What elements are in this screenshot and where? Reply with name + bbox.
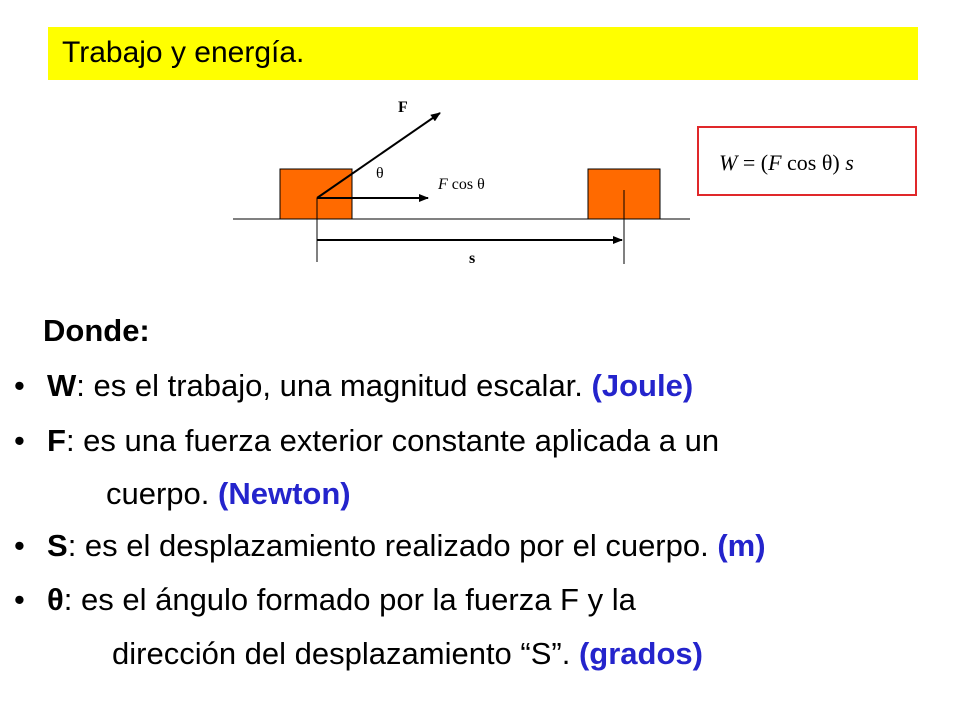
block-start [280, 169, 352, 219]
force-arrow [317, 113, 440, 198]
displacement-label: s [469, 250, 476, 267]
bullet-icon: • [14, 368, 25, 403]
theta-label: θ [376, 165, 384, 182]
component-label: F cos θ [438, 176, 485, 193]
donde-heading: Donde: [43, 313, 150, 348]
definition-f-continued: cuerpo. (Newton) [106, 476, 351, 511]
page-title: Trabajo y energía. [62, 36, 305, 69]
definition-theta-continued: dirección del desplazamiento “S”. (grados) [112, 636, 703, 671]
definition-f: F: es una fuerza exterior constante aplicada a un [47, 423, 720, 458]
definition-s: S: es el desplazamiento realizado por el cuerpo. (m) [47, 528, 766, 563]
work-formula: W = (F cos θ) s [719, 150, 854, 175]
bullet-icon: • [14, 528, 25, 563]
bullet-icon: • [14, 582, 25, 617]
definition-theta: θ: es el ángulo formado por la fuerza F y la [47, 582, 636, 617]
force-label: F [398, 99, 408, 116]
formula-box [697, 126, 917, 196]
bullet-icon: • [14, 423, 25, 458]
definition-w: W: es el trabajo, una magnitud escalar. (Joule) [47, 368, 694, 403]
